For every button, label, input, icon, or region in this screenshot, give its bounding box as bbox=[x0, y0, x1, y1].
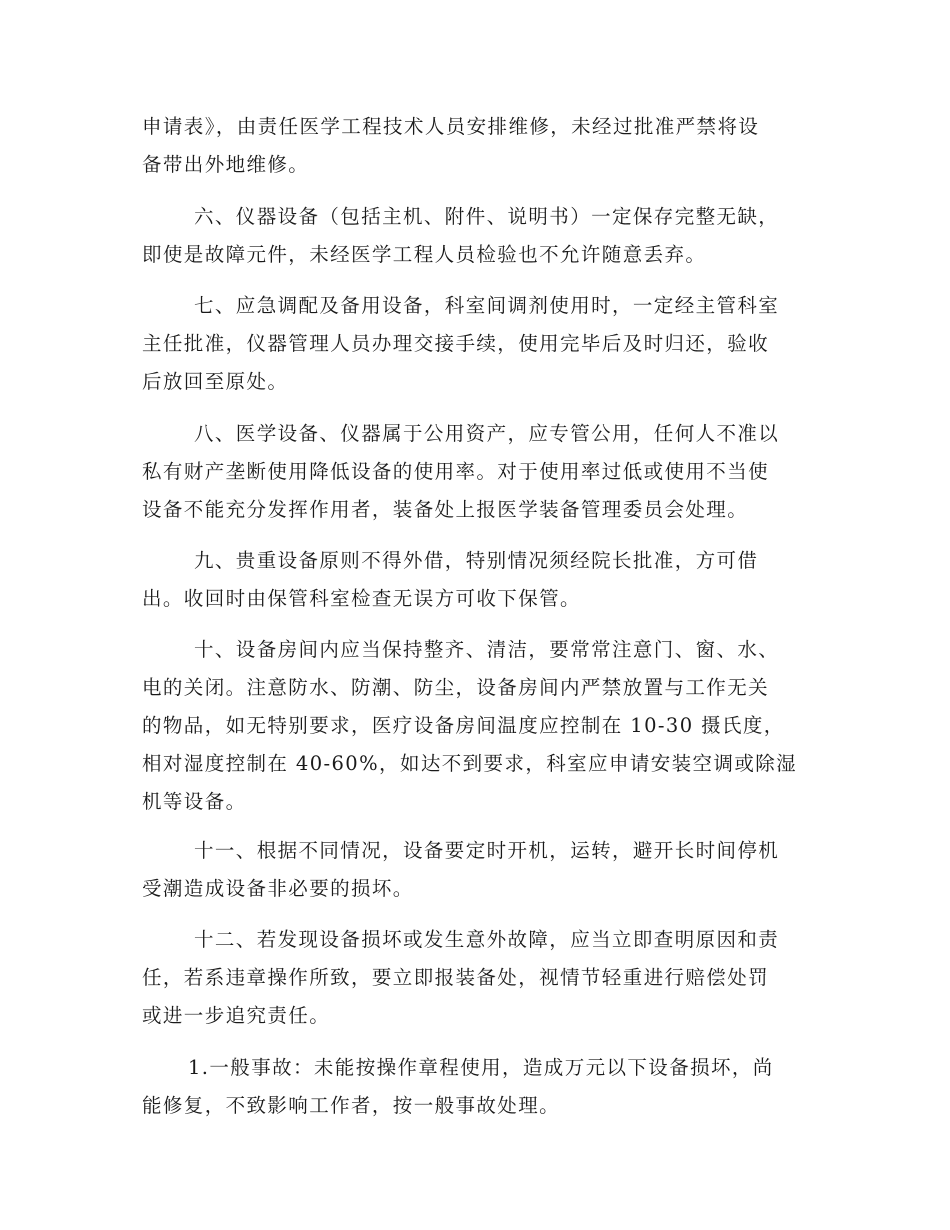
paragraph-continuation bbox=[142, 108, 810, 184]
text-line: 机等设备。 bbox=[142, 790, 247, 813]
paragraph-item-6 bbox=[142, 198, 810, 274]
text-line: 十、设备房间内应当保持整齐、清洁，要常常注意门、窗、水、 bbox=[194, 638, 780, 661]
paragraph-item-12 bbox=[142, 921, 810, 1035]
text-line: 八、医学设备、仪器属于公用资产，应专管公用，任何人不准以 bbox=[194, 422, 780, 445]
text-line: 九、贵重设备原则不得外借，特别情况须经院长批准，方可借 bbox=[194, 549, 759, 572]
text-line: 相对湿度控制在 40-60%，如达不到要求，科室应申请安装空调或除湿 bbox=[142, 752, 798, 775]
paragraph-item-10 bbox=[142, 631, 810, 821]
text-line: 或进一步追究责任。 bbox=[142, 1004, 331, 1027]
text-line: 六、仪器设备（包括主机、附件、说明书）一定保存完整无缺， bbox=[194, 205, 780, 228]
text-line: 备带出外地维修。 bbox=[142, 153, 310, 176]
text-line: 私有财产垄断使用降低设备的使用率。对于使用率过低或使用不当使 bbox=[142, 460, 770, 483]
text-line: 受潮造成设备非必要的损坏。 bbox=[142, 877, 414, 900]
text-line: 即使是故障元件，未经医学工程人员检验也不允许随意丢弃。 bbox=[142, 243, 707, 266]
text-line: 十二、若发现设备损坏或发生意外故障，应当立即查明原因和责 bbox=[194, 928, 780, 951]
text-line: 1.一般事故：未能按操作章程使用，造成万元以下设备损坏，尚 bbox=[188, 1056, 774, 1079]
text-line: 电的关闭。注意防水、防潮、防尘，设备房间内严禁放置与工作无关 bbox=[142, 676, 770, 699]
text-line: 主任批准，仪器管理人员办理交接手续，使用完毕后及时归还，验收 bbox=[142, 332, 770, 355]
paragraph-subitem-1 bbox=[142, 1049, 810, 1125]
text-line: 的物品，如无特别要求，医疗设备房间温度应控制在 10-30 摄氏度， bbox=[142, 714, 785, 737]
paragraph-item-9 bbox=[142, 542, 810, 618]
paragraph-item-8 bbox=[142, 415, 810, 529]
text-line: 设备不能充分发挥作用者，装备处上报医学装备管理委员会处理。 bbox=[142, 498, 749, 521]
text-line: 申请表》，由责任医学工程技术人员安排维修，未经过批准严禁将设 bbox=[142, 115, 760, 138]
text-line: 任，若系违章操作所致，要立即报装备处，视情节轻重进行赔偿处罚 bbox=[142, 966, 770, 989]
text-line: 出。收回时由保管科室检查无误方可收下保管。 bbox=[142, 587, 581, 610]
text-line: 七、应急调配及备用设备，科室间调剂使用时，一定经主管科室 bbox=[194, 294, 780, 317]
text-line: 十一、根据不同情况，设备要定时开机，运转，避开长时间停机 bbox=[194, 839, 780, 862]
text-line: 能修复，不致影响工作者，按一般事故处理。 bbox=[142, 1094, 561, 1117]
paragraph-item-11 bbox=[142, 832, 810, 908]
text-line: 后放回至原处。 bbox=[142, 370, 289, 393]
paragraph-item-7 bbox=[142, 287, 810, 401]
